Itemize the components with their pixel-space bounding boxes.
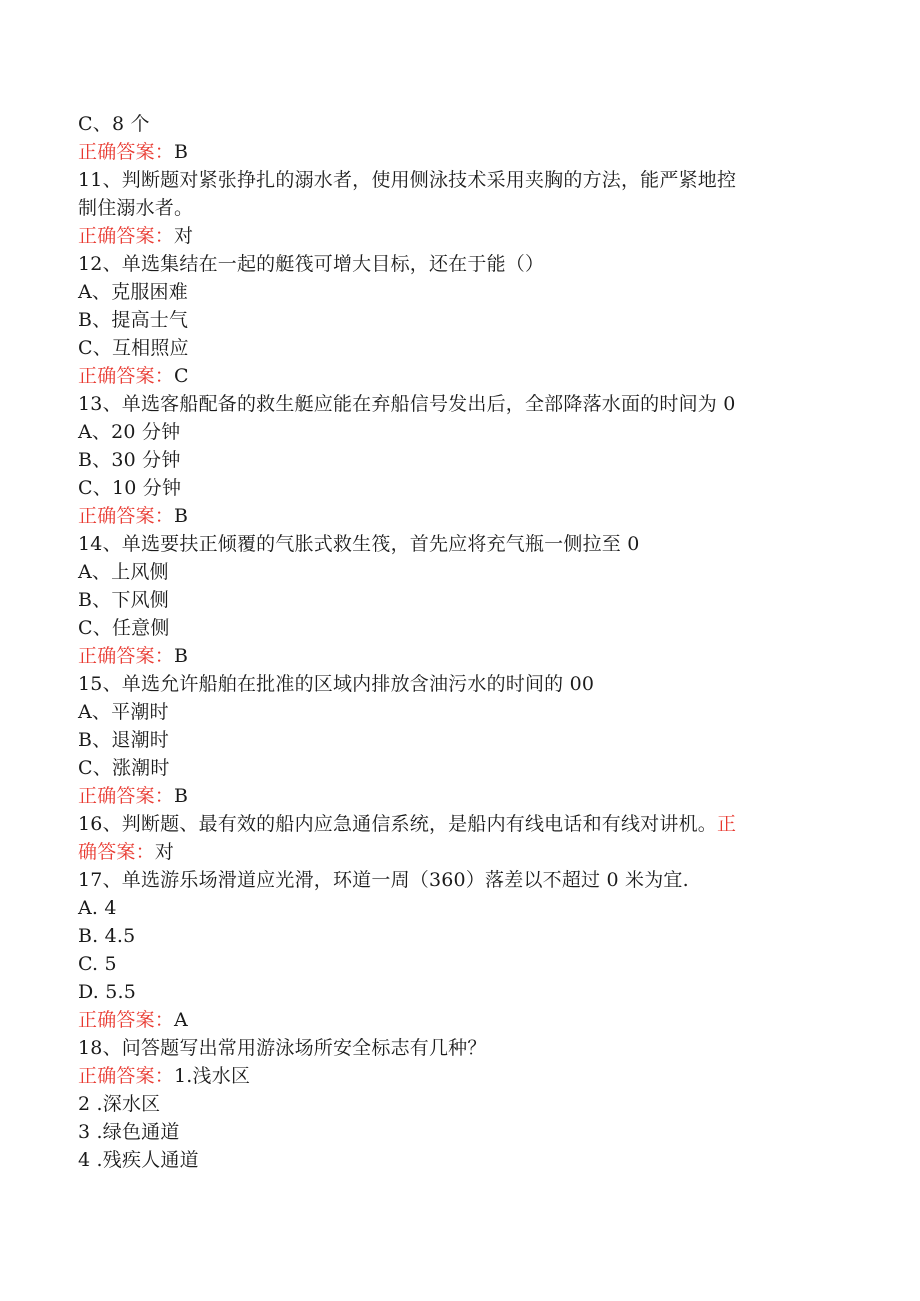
text-line: A、上风侧 — [78, 561, 169, 583]
answer-label: 正确答案： — [78, 225, 175, 247]
answer-line — [78, 1006, 822, 1034]
text-line: A. 4 — [78, 897, 117, 919]
answer-line — [78, 502, 822, 530]
text-line: 17、单选游乐场滑道应光滑，环道一周（360）落差以不超过 0 米为宜. — [78, 869, 689, 891]
answer-value: B — [174, 785, 189, 807]
text-line: C、任意侧 — [78, 617, 170, 639]
answer-value: B — [174, 505, 189, 527]
text-line: C、互相照应 — [78, 337, 189, 359]
text-line: 18、问答题写出常用游泳场所安全标志有几种？ — [78, 1037, 487, 1059]
answer-value: C — [174, 365, 189, 387]
text-line: 11、判断题对紧张挣扎的溺水者，使用侧泳技术采用夹胸的方法，能严紧地控 — [78, 169, 737, 191]
answer-value: A — [174, 1009, 188, 1031]
answer-label: 正确答案： — [78, 365, 175, 387]
text-line: 制住溺水者。 — [78, 197, 194, 219]
answer-label: 正 — [716, 813, 737, 835]
text-line: A、20 分钟 — [78, 421, 181, 443]
text-line: 2 .深水区 — [78, 1093, 161, 1115]
text-line: 15、单选允许船舶在批准的区域内排放含油污水的时间的 00 — [78, 673, 595, 695]
text-line: B. 4.5 — [78, 925, 136, 947]
answer-label: 正确答案： — [78, 1009, 175, 1031]
answer-label: 正确答案： — [78, 505, 175, 527]
text-line: A、克服困难 — [78, 281, 188, 303]
text-line: C、涨潮时 — [78, 757, 170, 779]
answer-line — [78, 782, 822, 810]
text-line: B、下风侧 — [78, 589, 169, 611]
document-page — [78, 110, 822, 1174]
question-text: 16、判断题、最有效的船内应急通信系统，是船内有线电话和有线对讲机。 — [78, 813, 717, 835]
text-line: C、8 个 — [78, 113, 150, 135]
text-line: C. 5 — [78, 953, 117, 975]
answer-line — [78, 838, 822, 866]
answer-value: B — [174, 141, 189, 163]
answer-value: 对 — [154, 841, 175, 863]
text-line: 13、单选客船配备的救生艇应能在弃船信号发出后，全部降落水面的时间为 0 — [78, 393, 736, 415]
answer-line — [78, 138, 822, 166]
answer-line — [78, 642, 822, 670]
answer-value: 对 — [174, 225, 194, 247]
answer-line — [78, 222, 822, 250]
text-line: A、平潮时 — [78, 701, 169, 723]
text-line: C、10 分钟 — [78, 477, 182, 499]
text-line: B、提高士气 — [78, 309, 189, 331]
answer-label: 正确答案： — [78, 1065, 175, 1087]
text-line: 14、单选要扶正倾覆的气胀式救生筏，首先应将充气瓶一侧拉至 0 — [78, 533, 640, 555]
answer-label: 确答案： — [78, 841, 155, 863]
text-line: 4 .残疾人通道 — [78, 1149, 199, 1171]
text-line: 12、单选集结在一起的艇筏可增大目标，还在于能（） — [78, 253, 545, 275]
text-line: 3 .绿色通道 — [78, 1121, 180, 1143]
answer-value: 1.浅水区 — [174, 1065, 251, 1087]
text-line: B、30 分钟 — [78, 449, 181, 471]
text-line: B、退潮时 — [78, 729, 169, 751]
answer-line — [78, 362, 822, 390]
answer-label: 正确答案： — [78, 645, 175, 667]
answer-label: 正确答案： — [78, 785, 175, 807]
text-line: D. 5.5 — [78, 981, 137, 1003]
question-line — [78, 810, 822, 838]
answer-value: B — [174, 645, 189, 667]
answer-label: 正确答案： — [78, 141, 175, 163]
answer-line — [78, 1062, 822, 1090]
